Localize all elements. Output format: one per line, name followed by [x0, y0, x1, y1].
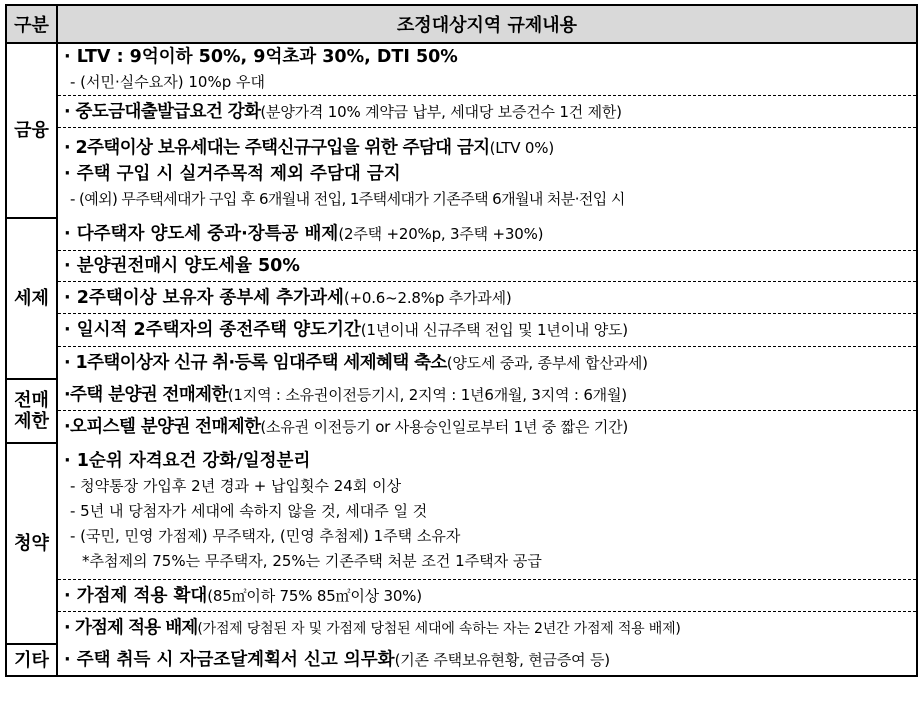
table-row [6, 411, 917, 444]
table-row [6, 314, 917, 347]
content-cell: · 가점제 적용 배제(가점제 당첨된 자 및 가점제 당첨된 세대에 속하는 자는 2년간 가점제 적용 배제) [57, 612, 917, 645]
content-cell: · 가점제 적용 확대(85㎡이하 75% 85㎡이상 30%) [57, 580, 917, 612]
main-text: · 가점제 적용 확대 [64, 585, 208, 606]
main-text: · 가점제 적용 배제 [64, 617, 198, 638]
sub-text: - 5년 내 당첨자가 세대에 속하지 않을 것, 세대주 일 것 [70, 502, 428, 520]
content-cell: ·주택 분양권 전매제한(1지역 : 소유권이전등기시, 2지역 : 1년6개월, 3지역 : 6개월) [57, 379, 917, 411]
table-row [6, 251, 917, 282]
main-text: ·오피스텔 분양권 전매제한 [64, 417, 261, 437]
content-cell [57, 43, 917, 96]
header-category: 구분 [6, 5, 57, 43]
content-cell: · 일시적 2주택자의 종전주택 양도기간(1년이내 신규주택 전입 및 1년이내 양도) [57, 314, 917, 347]
category-resale: 전매 제한 [6, 379, 57, 443]
header-content: 조정대상지역 규제내용 [57, 5, 917, 43]
main-text: · 주택 구입 시 실거주목적 제외 주담대 금지 [64, 163, 401, 184]
main-text: · 1주택이상자 신규 취·등록 임대주택 세제혜택 축소 [64, 353, 447, 373]
sub-text: - (서민·실수요자) 10%p 우대 [70, 73, 265, 91]
main-text: · 1순위 자격요건 강화/일정분리 [64, 451, 311, 471]
main-text: · LTV : 9억이하 50%, 9억초과 30%, DTI 50% [64, 47, 458, 67]
content-cell: · 2주택이상 보유세대는 주택신규구입을 위한 주담대 금지(LTV 0%) · 주택 구입 시 실거주목적 제외 주담대 금지 - (예외) 무주택세대가 구입 후 6개월내 전입, 1주택세대가 기존주택 6개월내 처분·전입 시 [57, 128, 917, 219]
category-subscription: 청약 [6, 443, 57, 644]
content-cell: · 다주택자 양도세 중과·장특공 배제(2주택 +20%p, 3주택 +30%) [57, 218, 917, 251]
content-cell: · 주택 취득 시 자금조달계획서 신고 의무화(기존 주택보유현황, 현금증여 등) [57, 644, 917, 676]
table-row [6, 443, 917, 580]
table-row [6, 128, 917, 219]
content-cell: · 중도금대출발급요건 강화(분양가격 10% 계약금 납부, 세대당 보증건수 1건 제한) [57, 96, 917, 128]
table-row [6, 218, 917, 251]
table-row [6, 347, 917, 380]
table-row [6, 612, 917, 645]
content-cell [57, 251, 917, 282]
table-row [6, 96, 917, 128]
main-text: · 분양권전매시 양도세율 50% [64, 256, 300, 276]
table-row [6, 379, 917, 411]
content-cell: · 2주택이상 보유자 종부세 추가과세(+0.6~2.8%p 추가과세) [57, 282, 917, 314]
table-row [6, 644, 917, 676]
regulation-table [5, 4, 918, 677]
main-text: · 중도금대출발급요건 강화 [64, 101, 261, 122]
content-cell [57, 443, 917, 580]
category-finance: 금융 [6, 43, 57, 218]
table-header-row [6, 5, 917, 43]
main-text: · 일시적 2주택자의 종전주택 양도기간 [64, 320, 361, 340]
main-text: ·주택 분양권 전매제한 [64, 384, 228, 405]
category-tax: 세제 [6, 218, 57, 379]
category-other: 기타 [6, 644, 57, 676]
main-text: · 주택 취득 시 자금조달계획서 신고 의무화 [64, 649, 395, 670]
content-cell: ·오피스텔 분양권 전매제한(소유권 이전등기 or 사용승인일로부터 1년 중 짧은 기간) [57, 411, 917, 444]
content-cell: · 1주택이상자 신규 취·등록 임대주택 세제혜택 축소(양도세 중과, 종부세 합산과세) [57, 347, 917, 380]
sub-text: - (국민, 민영 가점제) 무주택자, (민영 추첨제) 1주택 소유자 [70, 527, 461, 545]
sub-text: - (예외) 무주택세대가 구입 후 6개월내 전입, 1주택세대가 기존주택 6개월내 처분·전입 시 [70, 189, 625, 208]
main-text: · 다주택자 양도세 중과·장특공 배제 [64, 224, 339, 244]
sub-text: - 청약통장 가입후 2년 경과 + 납입횟수 24회 이상 [70, 477, 402, 495]
table-row [6, 580, 917, 612]
main-text: · 2주택이상 보유세대는 주택신규구입을 위한 주담대 금지 [64, 137, 490, 158]
main-text: · 2주택이상 보유자 종부세 추가과세 [64, 287, 344, 308]
sub-text: *추첨제의 75%는 무주택자, 25%는 기존주택 처분 조건 1주택자 공급 [82, 552, 542, 570]
table-row [6, 43, 917, 96]
table-row [6, 282, 917, 314]
